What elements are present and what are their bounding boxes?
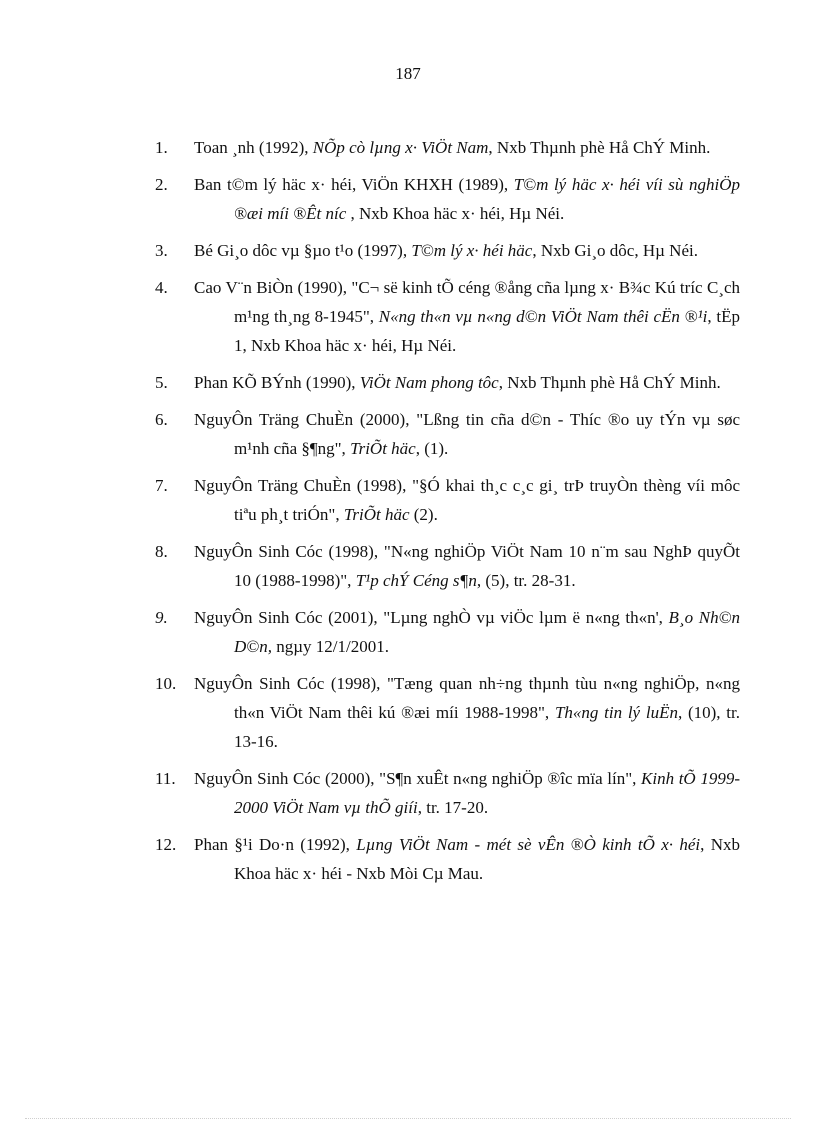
- reference-item: [155, 273, 740, 360]
- reference-title: Kinh tÕ 1999-2000 ViÖt Nam vµ thÕ giíi: [234, 769, 740, 817]
- reference-title: Th«ng tin lý luËn: [554, 703, 678, 722]
- reference-item: [155, 405, 740, 463]
- reference-text: Ban t©m lý häc x· héi, ViÖn KHXH (1989),: [194, 175, 514, 194]
- reference-text: NguyÔn Träng ChuÈn (1998), "§Ó khai th¸c c¸c gi¸ trÞ truyÒn thèng víi môc tiªu ph¸t triÓn",: [194, 476, 740, 524]
- reference-number: 12.: [155, 835, 177, 854]
- reference-text: , Nxb Gi¸o dôc, Hµ Néi.: [532, 241, 698, 260]
- reference-title: TriÕt häc: [343, 505, 410, 524]
- reference-number: 3.: [155, 241, 168, 260]
- reference-text: , Nxb Thµnh phè Hå ChÝ Minh.: [498, 373, 721, 392]
- reference-text: Phan §¹i Do·n (1992),: [194, 835, 357, 854]
- reference-title: Lµng ViÖt Nam - mét sè vÊn ®Ò kinh tÕ x· héi: [356, 835, 701, 854]
- footer-divider: [25, 1118, 791, 1119]
- reference-item: [155, 669, 740, 756]
- reference-number: 2.: [155, 175, 168, 194]
- reference-text: NguyÔn Sinh Cóc (2000), "S¶n xuÊt n«ng nghiÖp ®îc mïa lín",: [194, 769, 642, 788]
- reference-number: 9.: [155, 608, 168, 627]
- reference-number: 5.: [155, 373, 168, 392]
- reference-title: NÕp cò lµng x· ViÖt Nam: [312, 138, 489, 157]
- reference-text: NguyÔn Sinh Cóc (1998), "Tæng quan nh÷ng thµnh tùu n«ng nghiÖp, n«ng th«n ViÖt Nam thêi kú ®æi míi 1988-1998",: [194, 674, 740, 722]
- reference-title: B¸o Nh©n D©n,: [234, 608, 740, 656]
- reference-title: N«ng th«n vµ n«ng d©n ViÖt Nam thêi cËn ®¹i: [378, 307, 708, 326]
- reference-text: , tr. 17-20.: [417, 798, 489, 817]
- reference-item: [155, 133, 740, 162]
- reference-title: T¹p chÝ Céng s¶n: [355, 571, 477, 590]
- page-number: 187: [395, 64, 421, 83]
- reference-title: T©m lý häc x· héi víi sù nghiÖp ®æi míi ®Êt níc: [234, 175, 741, 223]
- reference-text: Toan ¸nh (1992),: [194, 138, 313, 157]
- reference-item: [155, 368, 740, 397]
- reference-text: , (1).: [415, 439, 449, 458]
- reference-item: [155, 170, 740, 228]
- reference-text: Bé Gi¸o dôc vµ §µo t¹o (1997),: [194, 241, 412, 260]
- reference-number: 7.: [155, 476, 168, 495]
- reference-text: , tËp 1, Nxb Khoa häc x· héi, Hµ Néi.: [234, 307, 741, 355]
- reference-text: , (5), tr. 28-31.: [476, 571, 576, 590]
- reference-title: ViÖt Nam phong tôc: [359, 373, 499, 392]
- reference-number: 1.: [155, 138, 168, 157]
- reference-text: NguyÔn Sinh Cóc (2001), "Lµng nghÒ vµ viÖc lµm ë n«ng th«n',: [194, 608, 669, 627]
- reference-text: NguyÔn Träng ChuÈn (2000), "Lßng tin cña d©n - Thíc ®o uy tÝn vµ søc m¹nh cña §¶ng",: [194, 410, 740, 458]
- reference-text: , (10), tr. 13-16.: [234, 703, 740, 751]
- reference-item: [155, 236, 740, 265]
- reference-item: [155, 537, 740, 595]
- reference-text: , Nxb Khoa häc x· héi, Hµ Néi.: [346, 204, 565, 223]
- reference-text: Cao V¨n BiÒn (1990), "C¬ së kinh tÕ céng ®ång cña lµng x· B¾c Kú tríc C¸ch m¹ng th¸ng 8-1945",: [194, 278, 740, 326]
- reference-text: , Nxb Thµnh phè Hå ChÝ Minh.: [488, 138, 711, 157]
- reference-number: 11.: [155, 769, 176, 788]
- reference-number: 8.: [155, 542, 168, 561]
- reference-title: TriÕt häc: [350, 439, 416, 458]
- reference-number: 6.: [155, 410, 168, 429]
- reference-text: ngµy 12/1/2001.: [271, 637, 389, 656]
- reference-text: NguyÔn Sinh Cóc (1998), "N«ng nghiÖp ViÖt Nam 10 n¨m sau NghÞ quyÕt 10 (1988-1998)",: [194, 542, 740, 590]
- reference-item: [155, 830, 740, 888]
- reference-text: (2).: [409, 505, 438, 524]
- reference-list: [155, 133, 740, 896]
- reference-item: [155, 764, 740, 822]
- reference-item: [155, 471, 740, 529]
- reference-number: 10.: [155, 674, 177, 693]
- reference-item: [155, 603, 740, 661]
- reference-text: Phan KÕ BÝnh (1990),: [194, 373, 360, 392]
- reference-number: 4.: [155, 278, 168, 297]
- reference-title: T©m lý x· héi häc: [411, 241, 533, 260]
- reference-text: , Nxb Khoa häc x· héi - Nxb Mòi Cµ Mau.: [234, 835, 740, 883]
